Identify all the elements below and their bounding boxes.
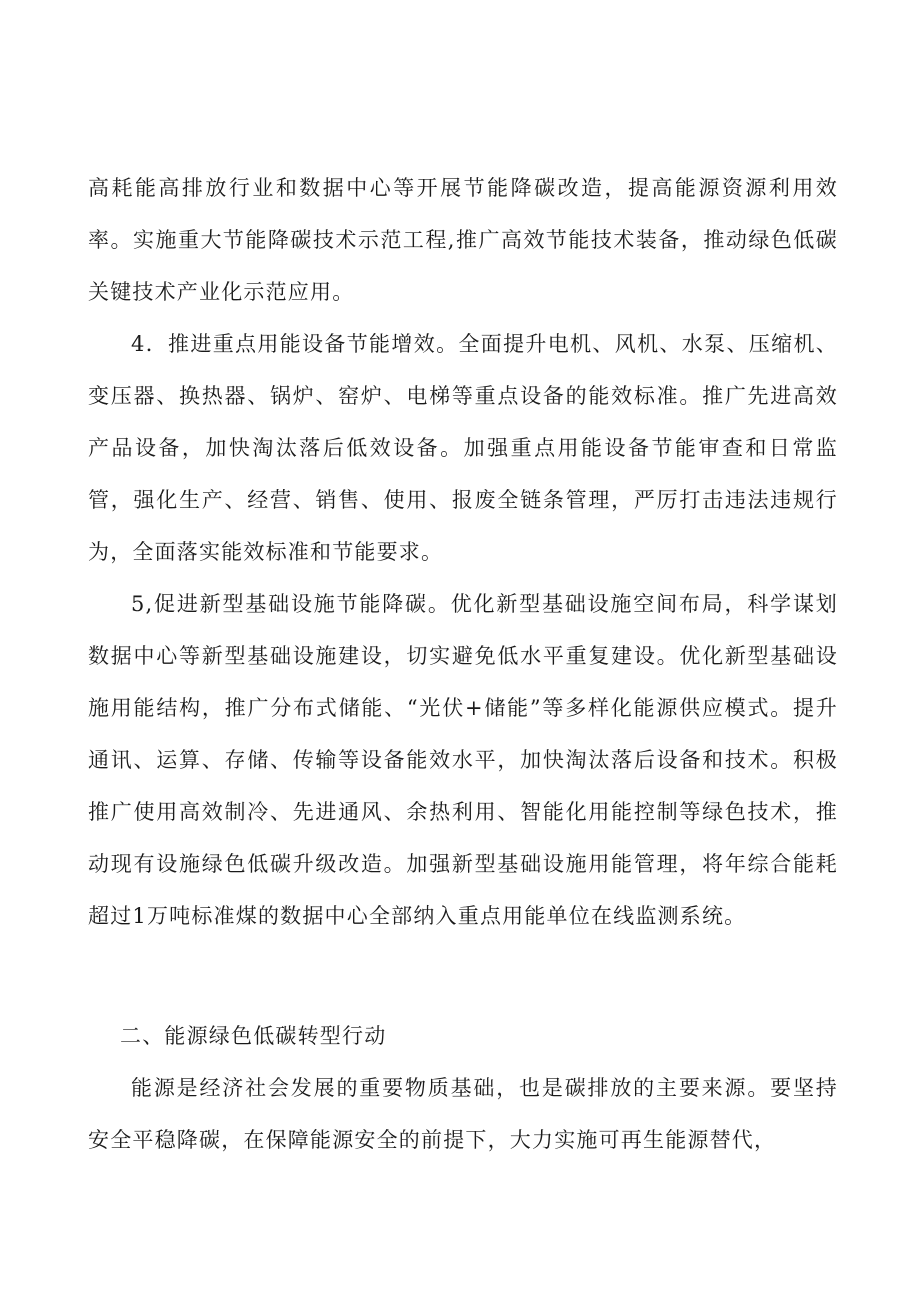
section-heading: 二、能源绿色低碳转型行动 [120, 1024, 387, 1048]
paragraph-energy-transition: 能源是经济社会发展的重要物质基础，也是碳排放的主要来源。要坚持安全平稳降碳，在保障能源安全的前提下，大力实施可再生能源替代， [88, 1076, 838, 1152]
paragraph-new-infrastructure: 5,促进新型基础设施节能降碳。优化新型基础设施空间布局，科学谋划数据中心等新型基础设施建设，切实避免低水平重复建设。优化新型基础设施用能结构，推广分布式储能、“光伏+储能”等多样化能源供应模式。提升通讯、运算、存储、传输等设备能效水平，加快淘汰落后设备和技术。积极推广使用高效制冷、先进通风、余热利用、智能化用能控制等绿色技术，推动现有设施绿色低碳升级改造。加强新型基础设施用能管理，将年综合能耗超过1万吨标准煤的数据中心全部纳入重点用能单位在线监测系统。 [88, 592, 838, 928]
paragraph-energy-efficiency-upgrade: 高耗能高排放行业和数据中心等开展节能降碳改造，提高能源资源利用效率。实施重大节能降碳技术示范工程,推广高效节能技术装备，推动绿色低碳关键技术产业化示范应用。 [88, 176, 838, 304]
paragraph-key-equipment: 4．推进重点用能设备节能增效。全面提升电机、风机、水泵、压缩机、变压器、换热器、锅炉、窑炉、电梯等重点设备的能效标准。推广先进高效产品设备，加快淘汰落后低效设备。加强重点用能设备节能审查和日常监管，强化生产、经营、销售、使用、报废全链条管理，严厉打击违法违规行为，全面落实能效标准和节能要求。 [88, 332, 838, 564]
